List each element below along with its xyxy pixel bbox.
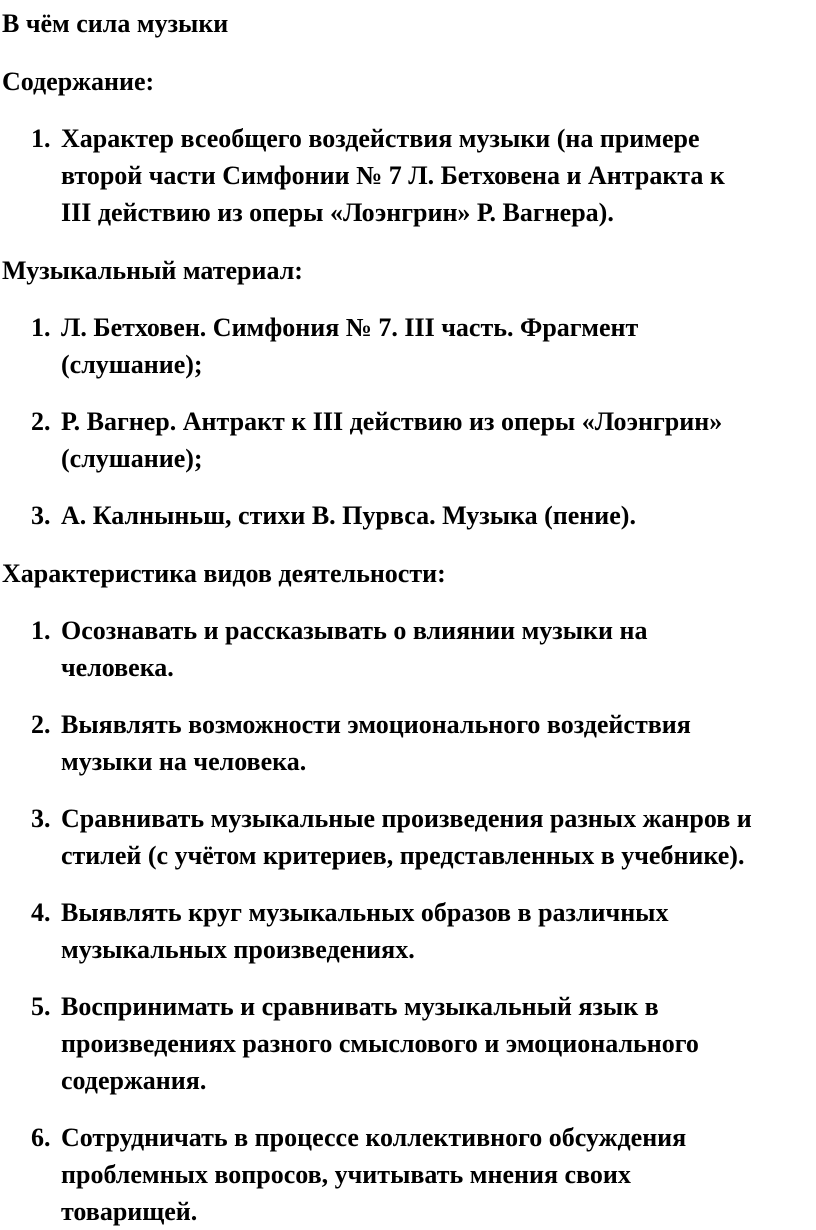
list-item-number: 2. bbox=[31, 710, 51, 739]
list-item-text: Характер всеобщего воздействия музыки (на примере второй части Симфонии № 7 Л. Бетховена и Антракта к III действию из оперы «Лоэнгрин» Р. Вагнера). bbox=[61, 124, 725, 227]
list-item-text: А. Калныньш, стихи В. Пурвса. Музыка (пение). bbox=[61, 501, 636, 530]
list-item bbox=[2, 988, 752, 1099]
list-item-text: Осознавать и рассказывать о влиянии музыки на человека. bbox=[61, 616, 648, 682]
list-item bbox=[2, 403, 752, 477]
list-item bbox=[2, 120, 752, 231]
material-list bbox=[2, 309, 816, 534]
list-item bbox=[2, 497, 752, 534]
list-item bbox=[2, 706, 752, 780]
list-item-text: Воспринимать и сравнивать музыкальный язык в произведениях разного смыслового и эмоционального содержания. bbox=[61, 992, 699, 1095]
material-heading: Музыкальный материал: bbox=[2, 256, 303, 285]
list-item-number: 1. bbox=[31, 313, 51, 342]
list-item-text: Р. Вагнер. Антракт к III действию из оперы «Лоэнгрин» (слушание); bbox=[61, 407, 723, 473]
list-item-text: Выявлять круг музыкальных образов в различных музыкальных произведениях. bbox=[61, 898, 669, 964]
list-item bbox=[2, 309, 752, 383]
list-item-text: Сотрудничать в процессе коллективного обсуждения проблемных вопросов, учитывать мнения своих товарищей. bbox=[61, 1123, 687, 1226]
list-item-number: 2. bbox=[31, 407, 51, 436]
list-item-number: 5. bbox=[31, 992, 51, 1021]
list-item-text: Л. Бетховен. Симфония № 7. III часть. Фрагмент (слушание); bbox=[61, 313, 639, 379]
list-item-text: Сравнивать музыкальные произведения разных жанров и стилей (с учётом критериев, представленных в учебнике). bbox=[61, 804, 752, 870]
document-title: В чём сила музыки bbox=[2, 9, 229, 38]
list-item bbox=[2, 894, 752, 968]
list-item-number: 6. bbox=[31, 1123, 51, 1152]
list-item-number: 3. bbox=[31, 501, 51, 530]
list-item-number: 3. bbox=[31, 804, 51, 833]
list-item bbox=[2, 612, 752, 686]
list-item-number: 1. bbox=[31, 124, 51, 153]
list-item-number: 4. bbox=[31, 898, 51, 927]
list-item bbox=[2, 800, 752, 874]
list-item-text: Выявлять возможности эмоционального воздействия музыки на человека. bbox=[61, 710, 691, 776]
list-item bbox=[2, 1119, 752, 1230]
list-item-number: 1. bbox=[31, 616, 51, 645]
activities-list bbox=[2, 612, 816, 1230]
activities-heading: Характеристика видов деятельности: bbox=[2, 559, 446, 588]
content-list bbox=[2, 120, 816, 231]
content-heading: Содержание: bbox=[2, 67, 155, 96]
